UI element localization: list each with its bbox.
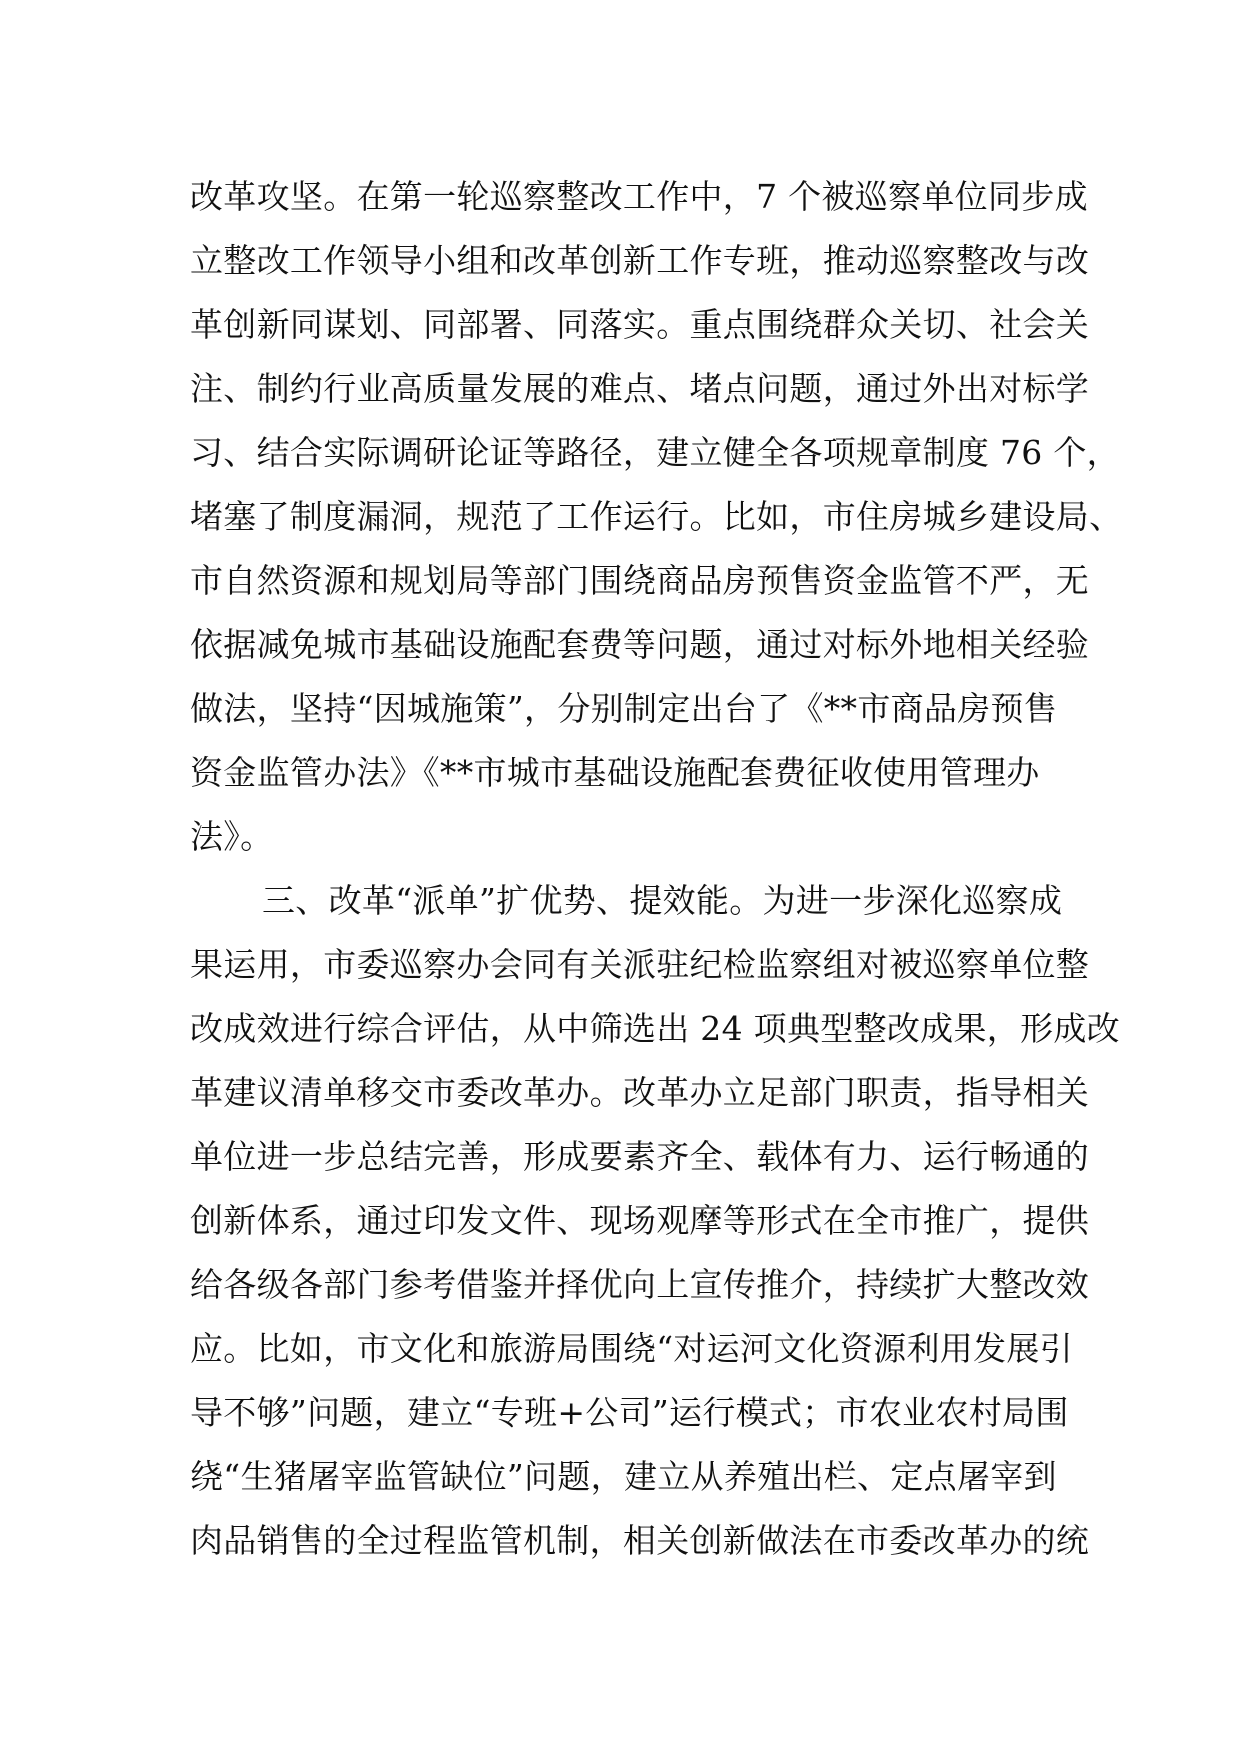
text-line: 单位进一步总结完善，形成要素齐全、载体有力、运行畅通的 bbox=[190, 1137, 1090, 1176]
text-line: 改革攻坚。在第一轮巡察整改工作中，7 个被巡察单位同步成 bbox=[190, 177, 1088, 216]
text-line: 习、结合实际调研论证等路径，建立健全各项规章制度 76 个， bbox=[190, 433, 1120, 472]
text-line: 果运用，市委巡察办会同有关派驻纪检监察组对被巡察单位整 bbox=[190, 945, 1090, 984]
text-line: 改成效进行综合评估，从中筛选出 24 项典型整改成果，形成改 bbox=[190, 1009, 1120, 1048]
text-line: 创新体系，通过印发文件、现场观摩等形式在全市推广，提供 bbox=[190, 1201, 1090, 1240]
text-line: 肉品销售的全过程监管机制，相关创新做法在市委改革办的统 bbox=[190, 1521, 1090, 1560]
text-line: 做法，坚持“因城施策”，分别制定出台了《**市商品房预售 bbox=[190, 689, 1058, 728]
text-line: 给各级各部门参考借鉴并择优向上宣传推介，持续扩大整改效 bbox=[190, 1265, 1090, 1304]
text-line: 应。比如，市文化和旅游局围绕“对运河文化资源利用发展引 bbox=[190, 1329, 1073, 1368]
text-line: 堵塞了制度漏洞，规范了工作运行。比如，市住房城乡建设局、 bbox=[190, 497, 1123, 536]
text-line: 立整改工作领导小组和改革创新工作专班，推动巡察整改与改 bbox=[190, 241, 1090, 280]
text-line: 导不够”问题，建立“专班+公司”运行模式；市农业农村局围 bbox=[190, 1393, 1069, 1432]
section-heading-line: 三、改革“派单”扩优势、提效能。为进一步深化巡察成 bbox=[262, 881, 1063, 920]
text-line: 绕“生猪屠宰监管缺位”问题，建立从养殖出栏、定点屠宰到 bbox=[190, 1457, 1057, 1496]
text-line: 法》。 bbox=[190, 817, 274, 856]
text-line: 资金监管办法》《**市城市基础设施配套费征收使用管理办 bbox=[190, 753, 1040, 792]
text-line: 市自然资源和规划局等部门围绕商品房预售资金监管不严，无 bbox=[190, 561, 1090, 600]
text-line: 革创新同谋划、同部署、同落实。重点围绕群众关切、社会关 bbox=[190, 305, 1090, 344]
text-line: 注、制约行业高质量发展的难点、堵点问题，通过外出对标学 bbox=[190, 369, 1090, 408]
text-line: 革建议清单移交市委改革办。改革办立足部门职责，指导相关 bbox=[190, 1073, 1090, 1112]
text-line: 依据减免城市基础设施配套费等问题，通过对标外地相关经验 bbox=[190, 625, 1090, 664]
